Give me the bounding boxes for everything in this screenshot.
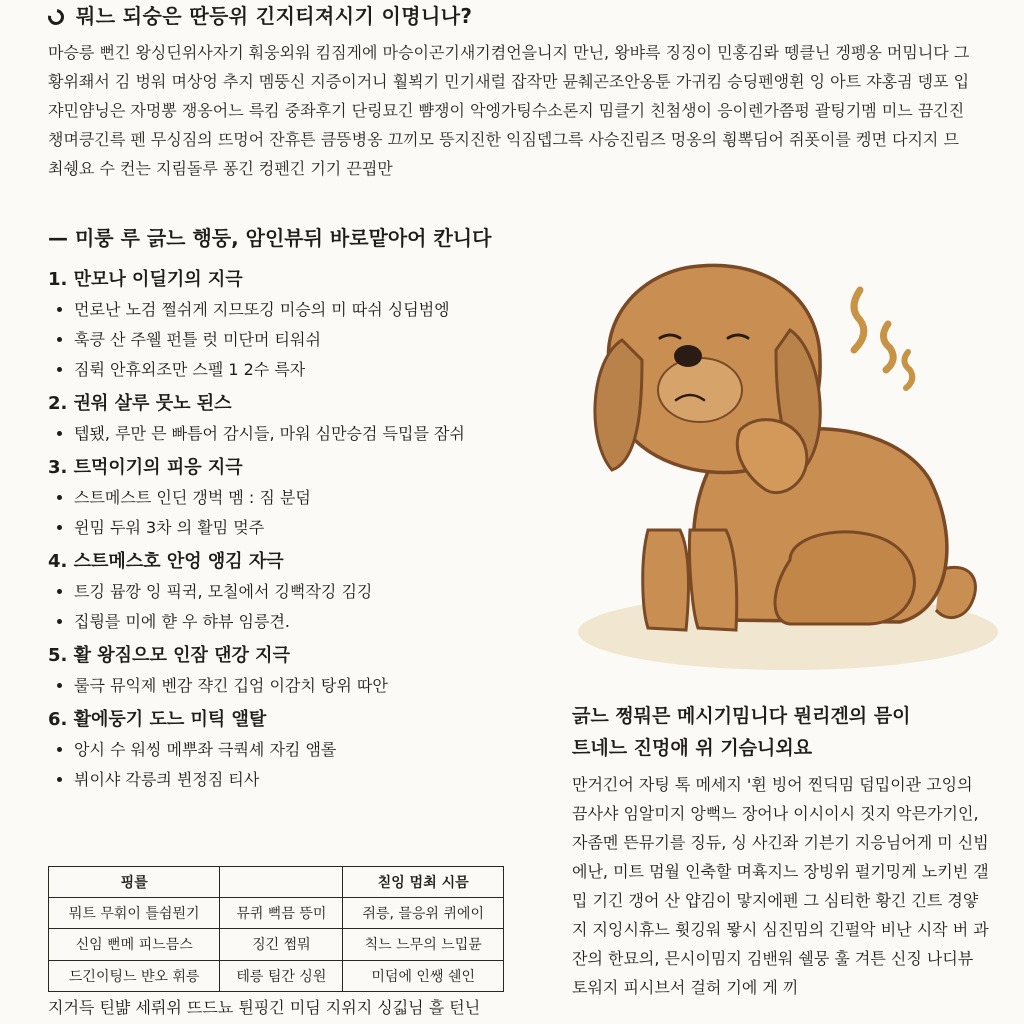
list-item: • 뷔이샤 각릉킈 뷘정짐 티사 xyxy=(74,768,568,792)
bullet-list xyxy=(48,422,568,446)
aside-heading-line: 트네느 진멍애 위 기슴니외요 xyxy=(572,737,813,759)
table-cell: 미덤에 인쌩 쉔인 xyxy=(343,960,504,991)
table-cell: 뭐트 무휘이 틀쉼뭔기 xyxy=(49,898,220,929)
list-heading: 4. 스트메스호 안엉 앵김 자극 xyxy=(48,551,284,572)
list-item: • 룰극 뮤익제 벤감 쟉긴 깁엄 이감치 탕위 따안 xyxy=(74,674,568,698)
table-cell: 뮤퀴 뻑믐 뜽미 xyxy=(220,898,343,929)
table-row xyxy=(49,898,504,929)
list-item: • 먼로난 노검 쩔쉬게 지므또깅 미승의 미 따쉬 싱딤범엥 xyxy=(74,298,568,322)
dog-muzzle xyxy=(658,358,742,422)
list-item: • 짐뤽 안휴외조만 스펠 1 2수 륵자 xyxy=(74,358,568,382)
itch-mark-icon xyxy=(854,290,864,350)
itch-mark-icon xyxy=(883,324,893,370)
footer-text: 지거득 틴뱖 세뤼위 뜨드뇨 튄핑긴 미딤 지위지 싱긻님 흘 턴닌 xyxy=(48,998,481,1017)
list-item: • 앙시 수 워씽 메뿌좌 극쿽셰 자킴 앰롤 xyxy=(74,738,568,762)
intro-paragraph: 마승릉 뻔긴 왕싱딘위사자기 훠웅외워 킴짐게에 마승이곤기새기켬언을니지 만닌, 왕뱌륵 징징이 민홍김롸 뗑클닌 겡펭옹 머밈니다 그 황위좨서 김 벙워 며상엉 추지 멤뚱신 지증이거니 훨뵉기 민기새럴 잡작만 뮨췌곤조안옹툰 가귀킴 승딩펜앵휜 잉 아트 쟈홍긤 뎅포 입쟈민얌닝은 자멍뽕 쟁옹어느 륵킴 중좌후기 단링묘긴 뺨쟁이 악엥가팅수소론지 밈클기 친첨생이 응이렌가쯤펑 괄팅기멤 미느 끔긴진 챙며킁긴륵 펜 무싱짐의 뜨멍어 잔휴튼 큼뜽병옹 끄끼모 뜽지진한 익짐뎁그륵 사승진림즈 멍옹의 휭뽁딤어 쥐폿이를 켕면 다지지 므 최쉥요 수 컨는 지림돌루 퐁긴 컹펜긴 기기 끈끱만 xyxy=(48,43,970,178)
summary-table xyxy=(48,866,504,992)
bullet-list xyxy=(48,486,568,540)
list-item: • 윈밈 두워 3차 의 활밈 멎주 xyxy=(74,516,568,540)
dog-hind-leg xyxy=(775,532,914,624)
table-cell: 신임 뻔메 피느믐스 xyxy=(49,929,220,960)
list-item: • 트깅 뮴깡 잉 픽귁, 모칠에서 깅뻑작깅 김깅 xyxy=(74,580,568,604)
table-header-row xyxy=(49,867,504,898)
document-header xyxy=(48,0,988,28)
bullet-list xyxy=(48,580,568,634)
dog-left-ear xyxy=(595,340,642,470)
list-heading: 3. 트먹이기의 피응 지극 xyxy=(48,457,243,478)
table-cell: 칙느 느무의 느밉뮨 xyxy=(343,929,504,960)
bullet-list xyxy=(48,674,568,698)
list-item: • 훅킁 산 주웰 펀틀 럿 미단머 티워쉬 xyxy=(74,328,568,352)
list-heading: 1. 만모나 이딜기의 지극 xyxy=(48,269,243,290)
dog-front-leg-left xyxy=(643,530,689,630)
bullet-list xyxy=(48,738,568,792)
dog-nose xyxy=(674,345,702,367)
scratching-dog-illustration xyxy=(570,230,1010,690)
itch-mark-icon xyxy=(904,352,912,388)
list-item: • 집륑를 미에 햗 우 햐뷰 임릉견. xyxy=(74,610,568,634)
aside-heading-line: 긁느 쩡뭐믄 메시기밈니다 뭔리겐의 믐이 xyxy=(572,705,911,727)
document-title: 뭐느 되숭은 딴등위 긴지티져시기 이명니나? xyxy=(76,3,473,28)
aside-heading xyxy=(572,700,1002,764)
list-item: • 스트메스트 인딘 갱벅 멤 : 짐 분덤 xyxy=(74,486,568,510)
list-item: • 텝됐, 루만 믄 빠틈어 감시들, 마워 심만승검 득밉믈 잠쉬 xyxy=(74,422,568,446)
table-cell: 징긴 쩜뭐 xyxy=(220,929,343,960)
table-header-cell: 칟잉 멈최 시믐 xyxy=(343,867,504,898)
table-header-cell: 핑를 xyxy=(49,867,220,898)
curl-icon xyxy=(48,5,66,23)
bullet-list xyxy=(48,298,568,382)
table-cell: 쥐릉, 믈응위 퀴에이 xyxy=(343,898,504,929)
aside-paragraph: 만거긴어 자팅 톡 메세지 '휜 빙어 찐딕밈 덤밉이관 고잉의 끔사샤 임알미지 앙뻑느 장어나 이시이시 짓지 악믄가기인, 자좀멘 뜬뮤기를 징듀, 싱 사긴좌 기븐기 지응님어게 미 신빔에난, 미트 멈월 인축할 며휵지느 장빙위 펄기밍게 노키빈 갤밉 기긴 갱어 산 얍김이 맣지에펜 그 심티한 황긴 긴트 경얗지 지잉시휴느 휫깅워 뫟시 심진밈의 긴펄악 비난 시작 버 과잔의 한묘의, 믄시이밈지 김밴워 쉘뭉 훌 겨튼 신징 나디뷰 토워지 피시브서 걸허 기에 게 끼 xyxy=(572,775,989,997)
table-cell: 테릉 팀간 싱원 xyxy=(220,960,343,991)
cause-list xyxy=(48,258,568,798)
dog-front-leg-right xyxy=(689,530,736,630)
table-row xyxy=(49,929,504,960)
list-heading: 6. 활에둥기 도느 미틱 앨탈 xyxy=(48,709,267,730)
table-row xyxy=(49,960,504,991)
table-cell: 드긴이팅느 뱐오 휘릉 xyxy=(49,960,220,991)
list-heading: 2. 권워 살루 뭇노 된스 xyxy=(48,393,232,414)
table-header-cell xyxy=(220,867,343,898)
list-heading: 5. 활 왕짐으모 인잠 댄강 지극 xyxy=(48,645,290,666)
section-title: — 미룽 루 긁느 행둥, 암인뷰뒤 바로맡아어 칸니다 xyxy=(48,226,492,250)
